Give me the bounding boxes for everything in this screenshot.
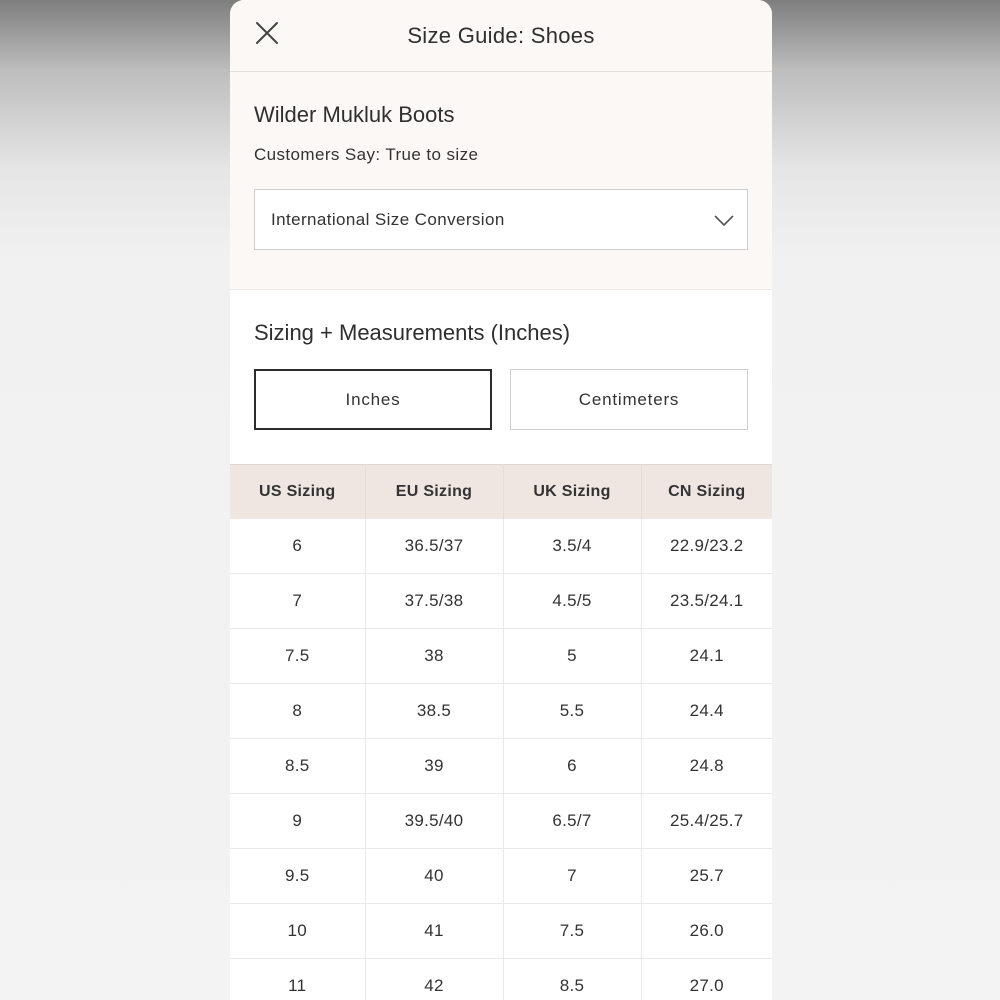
table-cell: 4.5/5 [503, 574, 641, 629]
table-cell: 23.5/24.1 [669, 591, 744, 610]
table-cell: 24.8 [689, 756, 724, 775]
table-cell: 3.5/4 [503, 519, 641, 574]
table-cell: 6 [503, 739, 641, 794]
table-cell: 38.5 [365, 684, 503, 739]
table-cell: 10 [230, 904, 365, 959]
customers-say-text: Customers Say: True to size [254, 145, 479, 164]
table-cell: 5 [503, 629, 641, 684]
table-header-row [230, 465, 772, 519]
size-conversion-value: International Size Conversion [271, 209, 505, 229]
size-conversion-select[interactable] [254, 189, 748, 250]
table-row [230, 904, 772, 959]
table-cell: 42 [365, 959, 503, 1000]
table-cell: 8 [230, 684, 365, 739]
product-section [230, 72, 772, 290]
table-cell: 22.9/23.2 [669, 535, 744, 555]
table-cell: 7 [503, 849, 641, 904]
inches-button[interactable]: Inches [254, 369, 492, 430]
table-cell: 36.5/37 [365, 519, 503, 574]
product-name: Wilder Mukluk Boots [254, 102, 455, 127]
unit-toggle [254, 369, 748, 430]
close-icon[interactable] [252, 18, 282, 48]
measurements-title: Sizing + Measurements (Inches) [254, 320, 571, 345]
table-cell: 6.5/7 [503, 794, 641, 849]
measurements-section [230, 290, 772, 464]
page-title: Size Guide: Shoes [407, 22, 595, 48]
table-row [230, 849, 772, 904]
table-cell: 7 [230, 574, 365, 629]
table-row [230, 959, 772, 1000]
table-cell: 24.4 [689, 701, 724, 720]
table-cell: 39 [365, 739, 503, 794]
table-row [230, 519, 772, 574]
chevron-down-icon [713, 210, 735, 230]
table-cell: 6 [230, 519, 365, 574]
column-header-us: US Sizing [230, 465, 365, 519]
column-header-eu: EU Sizing [365, 465, 503, 519]
table-cell: 38 [365, 629, 503, 684]
table-cell: 11 [230, 959, 365, 1000]
size-guide-sheet [230, 0, 772, 1000]
sheet-header [230, 0, 772, 72]
table-cell: 8.5 [230, 739, 365, 794]
table-cell: 40 [365, 849, 503, 904]
table-cell: 41 [365, 904, 503, 959]
table-row [230, 684, 772, 739]
centimeters-button[interactable]: Centimeters [510, 369, 748, 430]
column-header-uk: UK Sizing [503, 465, 641, 519]
size-table [230, 464, 772, 1000]
table-row [230, 574, 772, 629]
table-cell: 39.5/40 [365, 794, 503, 849]
table-cell: 7.5 [503, 904, 641, 959]
table-cell: 9 [230, 794, 365, 849]
table-row [230, 794, 772, 849]
table-cell: 25.4/25.7 [669, 811, 744, 830]
table-cell: 27.0 [689, 976, 724, 995]
table-cell: 8.5 [503, 959, 641, 1000]
table-row [230, 629, 772, 684]
table-cell: 26.0 [689, 921, 724, 940]
table-cell: 7.5 [230, 629, 365, 684]
table-cell: 5.5 [503, 684, 641, 739]
column-header-cn: CN Sizing [668, 482, 746, 500]
table-cell: 24.1 [689, 646, 724, 665]
table-row [230, 739, 772, 794]
table-cell: 25.7 [689, 866, 724, 885]
table-cell: 9.5 [230, 849, 365, 904]
table-cell: 37.5/38 [365, 574, 503, 629]
